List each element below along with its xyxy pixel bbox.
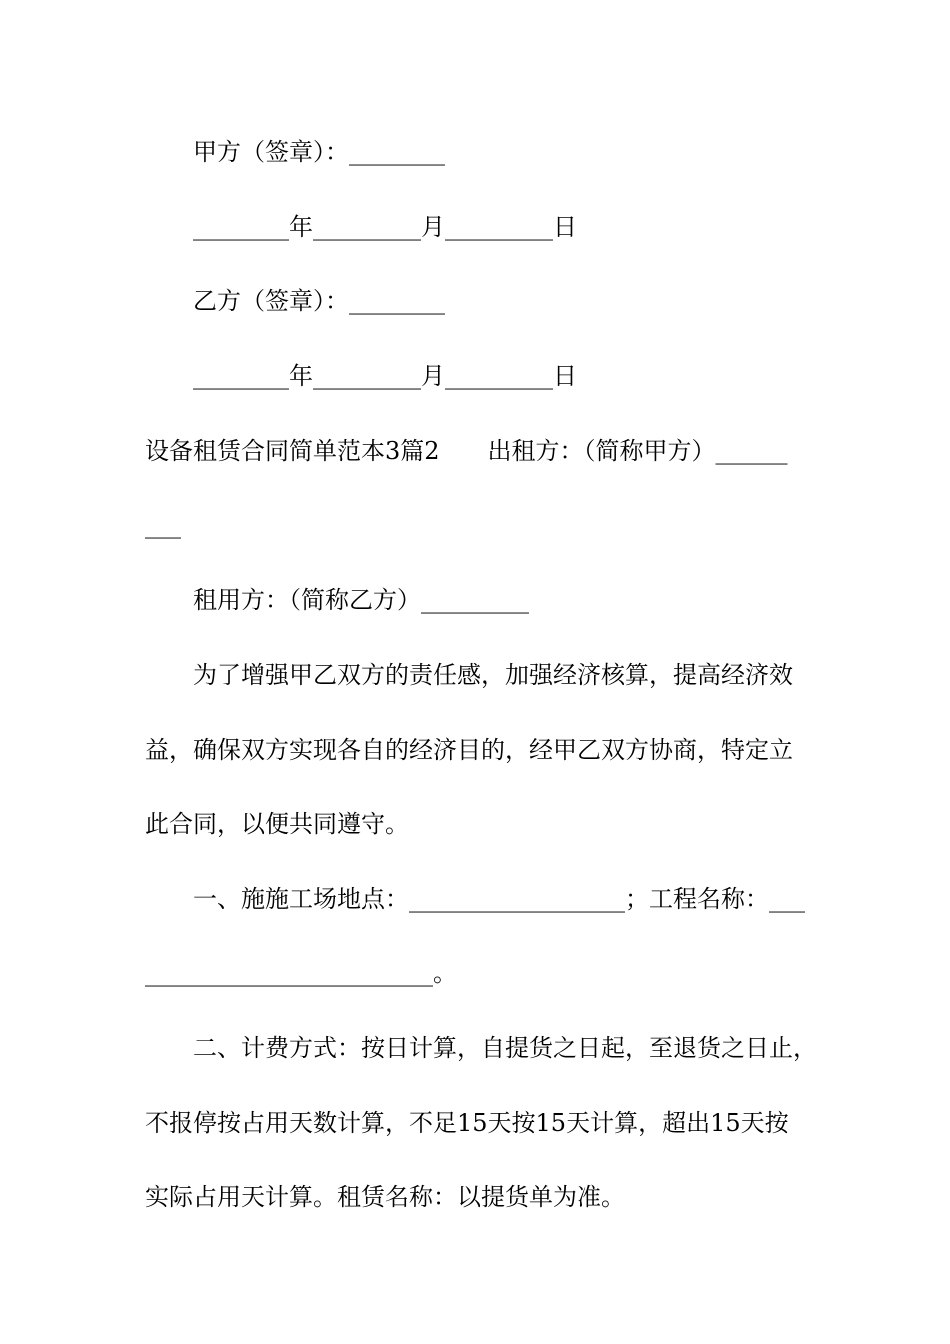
clause-2-line-2 (145, 1108, 810, 1138)
party-a-date-line (193, 212, 810, 242)
clause-1-text-1: 一、施施工场地点：__________________；工程名称：___ (193, 885, 805, 913)
preamble-line-2 (145, 735, 810, 765)
clause-2-line-3 (145, 1182, 810, 1212)
party-b-signature-text: 乙方（签章）：________ (193, 287, 445, 315)
preamble-text-2: 益，确保双方实现各自的经济目的，经甲乙双方协商，特定立 (145, 736, 793, 764)
lessor-blank-continuation (145, 510, 810, 540)
preamble-text-1: 为了增强甲乙双方的责任感，加强经济核算，提高经济效 (193, 661, 793, 689)
section-title-text: 设备租赁合同简单范本3篇2 出租方：（简称甲方）______ (145, 437, 788, 465)
preamble-text-3: 此合同，以便共同遵守。 (145, 810, 409, 838)
clause-1-line-2 (145, 958, 810, 988)
lessee-text: 租用方：（简称乙方）_________ (193, 586, 529, 614)
party-a-signature-line (193, 137, 810, 167)
party-a-signature-text: 甲方（签章）：________ (193, 138, 445, 166)
section-title-line (145, 436, 810, 466)
preamble-line-3 (145, 809, 810, 839)
party-b-date-line (193, 361, 810, 391)
lessee-line (193, 585, 810, 615)
party-b-signature-line (193, 286, 810, 316)
clause-2-text-2: 不报停按占用天数计算，不足15天按15天计算，超出15天按 (145, 1109, 789, 1137)
clause-1-text-2: ________________________。 (145, 959, 457, 987)
lessor-blank-text: ___ (145, 511, 181, 539)
party-b-date-text: ________年_________月_________日 (193, 362, 577, 390)
clause-2-text-1: 二、计费方式：按日计算，自提货之日起，至退货之日止， (193, 1034, 817, 1062)
clause-1-line-1 (193, 884, 810, 914)
preamble-line-1 (193, 660, 810, 690)
clause-2-text-3: 实际占用天计算。租赁名称：以提货单为准。 (145, 1183, 625, 1211)
party-a-date-text: ________年_________月_________日 (193, 213, 577, 241)
clause-2-line-1 (193, 1033, 817, 1063)
